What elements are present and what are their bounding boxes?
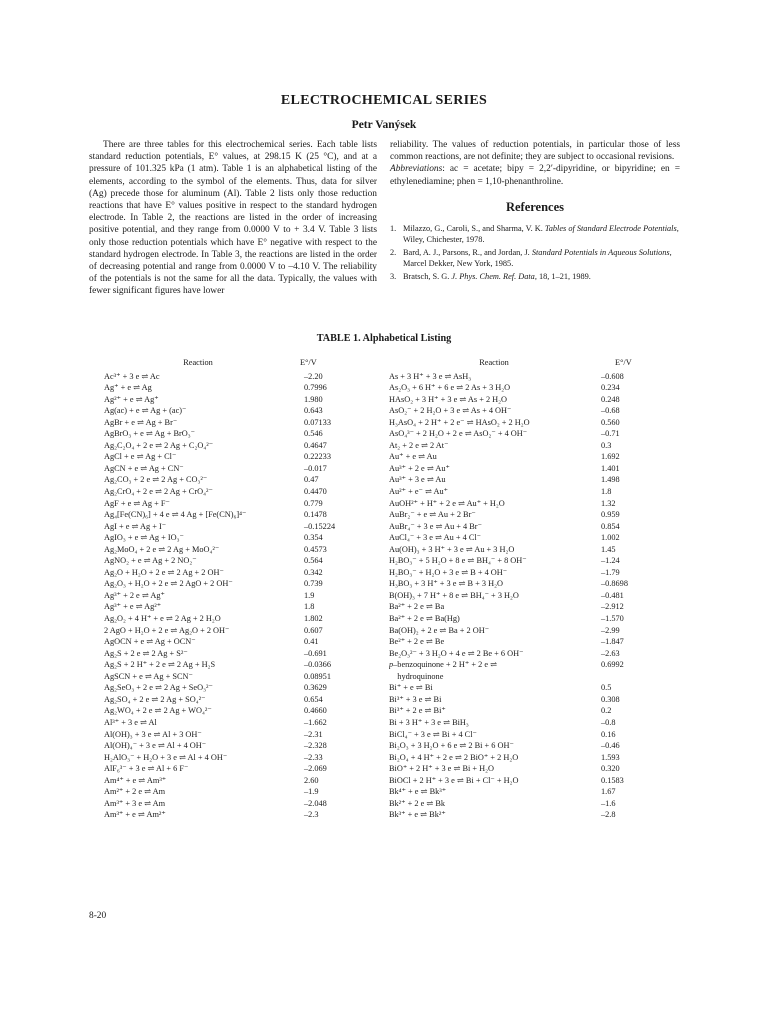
potential-cell: 0.2: [601, 706, 612, 716]
reaction-cell: H₂AlO₃⁻ + H₂O + 3 e ⇌ Al + 4 OH⁻: [104, 752, 228, 762]
reaction-cell: AuBr₂⁻ + e ⇌ Au + 2 Br⁻: [389, 510, 476, 520]
potential-cell: –2.912: [601, 602, 624, 612]
potential-cell: 0.4470: [304, 487, 327, 497]
reaction-cell: AgOCN + e ⇌ Ag + OCN⁻: [104, 637, 196, 647]
header-potential: E°/V: [300, 358, 317, 367]
potential-cell: 0.308: [601, 694, 620, 704]
table-row: [104, 752, 387, 764]
reaction-cell: Be²⁺ + 2 e ⇌ Be: [389, 637, 445, 647]
intro-column-left: [89, 139, 377, 298]
reference-number: 2.: [390, 248, 397, 258]
reaction-cell: AgNO₂ + e ⇌ Ag + 2 NO₂⁻: [104, 556, 197, 566]
reaction-cell: Au⁺ + e ⇌ Au: [389, 452, 437, 462]
table-row: [104, 671, 387, 683]
table-row: [104, 451, 387, 463]
potential-cell: –2.8: [601, 810, 616, 820]
table-row: [389, 809, 681, 821]
header-potential: E°/V: [615, 358, 632, 367]
table-row: [389, 428, 681, 440]
potential-cell: 0.1478: [304, 510, 327, 520]
reaction-cell: Ba(OH)₂ + 2 e ⇌ Ba + 2 OH⁻: [389, 625, 490, 635]
table-row: [389, 371, 681, 383]
reaction-cell: Ag³⁺ + e ⇌ Ag²⁺: [104, 602, 162, 612]
potential-cell: –1.6: [601, 798, 616, 808]
reaction-cell: AgBrO₃ + e ⇌ Ag + BrO₃⁻: [104, 429, 196, 439]
reaction-cell: Ag₂MoO₄ + 2 e ⇌ 2 Ag + MoO₄²⁻: [104, 544, 220, 554]
reaction-cell: AuOH²⁺ + H⁺ + 2 e ⇌ Au⁺ + H₂O: [389, 498, 505, 508]
potential-cell: 1.67: [601, 787, 616, 797]
table-row: [389, 775, 681, 787]
potential-cell: –1.79: [601, 567, 620, 577]
reference-item: [390, 247, 680, 269]
reaction-cell: Bi³⁺ + 3 e ⇌ Bi: [389, 694, 442, 704]
reaction-cell: At₂ + 2 e ⇌ 2 At⁻: [389, 440, 449, 450]
potential-cell: 0.08951: [304, 671, 331, 681]
potential-cell: 0.560: [601, 417, 620, 427]
reaction-cell: Ag₂C₂O₄ + 2 e ⇌ 2 Ag + C₂O₄²⁻: [104, 440, 214, 450]
reaction-cell: BiOCl + 2 H⁺ + 3 e ⇌ Bi + Cl⁻ + H₂O: [389, 775, 519, 785]
potential-cell: 1.8: [304, 602, 315, 612]
potential-cell: 0.1583: [601, 775, 624, 785]
reaction-cell: AgI + e ⇌ Ag + I⁻: [104, 521, 167, 531]
table-row: [104, 555, 387, 567]
table-row: [104, 498, 387, 510]
potential-cell: 1.45: [601, 544, 616, 554]
potential-cell: 0.248: [601, 394, 620, 404]
table-header-left: [104, 357, 387, 369]
reaction-cell: Ag²⁺ + e ⇌ Ag⁺: [104, 394, 159, 404]
table-row: [104, 613, 387, 625]
abbreviations-note: [390, 163, 680, 187]
reaction-cell: Ag₂WO₄ + 2 e ⇌ 2 Ag + WO₄²⁻: [104, 706, 212, 716]
potential-cell: 0.342: [304, 567, 323, 577]
reference-text: [403, 223, 680, 245]
table-row: [104, 405, 387, 417]
potential-cell: 0.47: [304, 475, 319, 485]
reaction-cell: Ag₂SO₄ + 2 e ⇌ 2 Ag + SO₄²⁻: [104, 694, 206, 704]
potential-cell: –1.9: [304, 787, 319, 797]
reaction-cell: AgBr + e ⇌ Ag + Br⁻: [104, 417, 178, 427]
reaction-cell: Bi₂O₄ + 4 H⁺ + 2 e ⇌ 2 BiO⁺ + 2 H₂O: [389, 752, 519, 762]
reaction-cell: Ag³⁺ + 2 e ⇌ Ag⁺: [104, 590, 165, 600]
intro-paragraph-continued: reliability. The values of reduction potentials, in particular those of less common reactions, are not definite; they are subject to occasional revisions.: [390, 140, 680, 163]
table-row: [104, 417, 387, 429]
reaction-cell: Au³⁺ + 3 e ⇌ Au: [389, 475, 446, 485]
table-row: [104, 578, 387, 590]
table-row: [389, 498, 681, 510]
reaction-cell: AuCl₄⁻ + 3 e ⇌ Au + 4 Cl⁻: [389, 533, 482, 543]
table-title: TABLE 1. Alphabetical Listing: [316, 333, 452, 344]
reaction-cell: H₂BO₃⁻ + 5 H₂O + 8 e ⇌ BH₄⁻ + 8 OH⁻: [389, 556, 527, 566]
reaction-cell: Be₂O₃²⁻ + 3 H₂O + 4 e ⇌ 2 Be + 6 OH⁻: [389, 648, 524, 658]
reaction-cell: AgF + e ⇌ Ag + F⁻: [104, 498, 170, 508]
table-row: [104, 428, 387, 440]
table-row: [389, 752, 681, 764]
table-row: [389, 671, 681, 683]
reaction-cell: Al(OH)₃ + 3 e ⇌ Al + 3 OH⁻: [104, 729, 202, 739]
potential-cell: 0.779: [304, 498, 323, 508]
potential-cell: –0.8: [601, 717, 616, 727]
potential-cell: 1.593: [601, 752, 620, 762]
table-row: [104, 394, 387, 406]
table-row: [389, 567, 681, 579]
reaction-cell: AlF₆³⁻ + 3 e ⇌ Al + 6 F⁻: [104, 764, 189, 774]
reaction-cell: Ag₂SeO₃ + 2 e ⇌ 2 Ag + SeO₃²⁻: [104, 683, 213, 693]
table-row: [389, 463, 681, 475]
reaction-cell: AgSCN + e ⇌ Ag + SCN⁻: [104, 671, 193, 681]
intro-paragraph: There are three tables for this electrochemical series. Each table lists standard reduction potentials, E° values, at 298.15 K (25 °C), and at a pressure of 101.325 kPa (1 atm). Table 1 is an alphabetical listing of the elements, according to the symbol of the elements. Thus, data for silver (Ag) precede those for aluminum (Al). Table 2 lists only those reduction reactions that have E° values positive in respect to the standard hydrogen electrode. In Table 2, the reactions are listed in the order of increasing positive potential, and they range from 0.0000 V to + 3.4 V. Table 3 lists only those reduction potentials which have E° negative with respect to the standard hydrogen electrode. In Table 3, the reactions are listed in the order of decreasing potential and range from 0.0000 V to –4.10 V. The reliability of the potentials is not the same for all the data. Typically, the values with fewer significant figures have lower: [89, 140, 377, 297]
potential-cell: 0.320: [601, 764, 620, 774]
potential-cell: –2.99: [601, 625, 620, 635]
table-row: [389, 440, 681, 452]
table-body-left: [104, 371, 387, 821]
reaction-cell: HAsO₂ + 3 H⁺ + 3 e ⇌ As + 2 H₂O: [389, 394, 508, 404]
author-name: Petr Vanýsek: [351, 119, 417, 131]
reaction-cell: Au³⁺ + 2 e ⇌ Au⁺: [389, 463, 450, 473]
potential-cell: 0.22233: [304, 452, 331, 462]
reference-title: J. Phys. Chem. Ref. Data: [451, 272, 535, 282]
potential-cell: 1.692: [601, 452, 620, 462]
potential-cell: –0.481: [601, 590, 624, 600]
table-row: [389, 578, 681, 590]
potential-cell: –1.662: [304, 717, 327, 727]
potential-cell: –0.71: [601, 429, 620, 439]
potential-cell: –2.069: [304, 764, 327, 774]
table-row: [389, 786, 681, 798]
reaction-cell: Ag₂S + 2 H⁺ + 2 e ⇌ 2 Ag + H₂S: [104, 660, 216, 670]
table-row: [389, 636, 681, 648]
reaction-cell: BiCl₄⁻ + 3 e ⇌ Bi + 4 Cl⁻: [389, 729, 477, 739]
reference-details: , 18, 1–21, 1989.: [534, 272, 591, 282]
reaction-cell: Am³⁺ + 3 e ⇌ Am: [104, 798, 166, 808]
table-row: [104, 659, 387, 671]
table-row: [389, 521, 681, 533]
table-row: [389, 694, 681, 706]
table-row: [104, 682, 387, 694]
potential-cell: –0.8698: [601, 579, 628, 589]
reference-number: 1.: [390, 224, 397, 234]
potential-cell: 1.32: [601, 498, 616, 508]
table-row: [104, 486, 387, 498]
reaction-cell: Ag₂CO₃ + 2 e ⇌ 2 Ag + CO₃²⁻: [104, 475, 208, 485]
potential-cell: –2.31: [304, 729, 323, 739]
reaction-cell: AgCN + e ⇌ Ag + CN⁻: [104, 463, 184, 473]
reference-title: Tables of Standard Electrode Potentials: [544, 224, 677, 234]
potential-cell: 0.3629: [304, 683, 327, 693]
potential-cell: –0.46: [601, 741, 620, 751]
reaction-cell: AgIO₃ + e ⇌ Ag + IO₃⁻: [104, 533, 184, 543]
header-reaction: Reaction: [479, 358, 509, 367]
reaction-cell: Bi⁺ + e ⇌ Bi: [389, 683, 433, 693]
table-row: [104, 705, 387, 717]
potential-cell: 0.546: [304, 429, 323, 439]
table-row: [389, 625, 681, 637]
table-row: [104, 440, 387, 452]
reference-item: [390, 223, 680, 245]
abbreviations-label: Abbreviations: [390, 164, 443, 175]
table-row: [104, 717, 387, 729]
reaction-cell: H₂BO₃⁻ + H₂O + 3 e ⇌ B + 4 OH⁻: [389, 567, 508, 577]
references-list: [390, 223, 680, 282]
table-row: [104, 786, 387, 798]
potential-cell: –2.33: [304, 752, 323, 762]
page-number: 8-20: [89, 911, 107, 921]
table-row: [104, 590, 387, 602]
potential-cell: 1.802: [304, 614, 323, 624]
potential-cell: –0.0366: [304, 660, 331, 670]
header-reaction: Reaction: [183, 358, 213, 367]
table-row: [389, 417, 681, 429]
reaction-cell: Ag₂O + H₂O + 2 e ⇌ 2 Ag + 2 OH⁻: [104, 567, 224, 577]
table-row: [104, 625, 387, 637]
reference-text: [403, 247, 680, 269]
potential-cell: 1.498: [601, 475, 620, 485]
reaction-cell: Al³⁺ + 3 e ⇌ Al: [104, 717, 157, 727]
reaction-cell: BiO⁺ + 2 H⁺ + 3 e ⇌ Bi + H₂O: [389, 764, 495, 774]
reference-number: 3.: [390, 272, 397, 282]
reaction-cell: AgCl + e ⇌ Ag + Cl⁻: [104, 452, 177, 462]
potential-cell: 0.654: [304, 694, 323, 704]
table-row: [389, 682, 681, 694]
reaction-cell: AsO₂⁻ + 2 H₂O + 3 e ⇌ As + 4 OH⁻: [389, 406, 512, 416]
potential-cell: 0.4647: [304, 440, 327, 450]
reference-title: Standard Potentials in Aqueous Solutions: [531, 248, 670, 258]
table-row: [389, 486, 681, 498]
potential-cell: –0.68: [601, 406, 620, 416]
table-row: [389, 705, 681, 717]
document-title: ELECTROCHEMICAL SERIES: [280, 93, 488, 108]
reaction-cell: Bi₂O₃ + 3 H₂O + 6 e ⇌ 2 Bi + 6 OH⁻: [389, 741, 514, 751]
table-row: [389, 405, 681, 417]
table-column-left: [104, 357, 387, 821]
table-row: [389, 544, 681, 556]
table-row: [104, 382, 387, 394]
potential-cell: –2.20: [304, 371, 323, 381]
potential-cell: 2.60: [304, 775, 319, 785]
reaction-cell: Bk²⁺ + 2 e ⇌ Bk: [389, 798, 446, 808]
reference-text: [403, 271, 680, 282]
reference-authors: Bratsch, S. G.: [403, 272, 450, 282]
reference-details: , Wiley, Chichester, 1978.: [403, 224, 679, 245]
potential-cell: 0.6992: [601, 660, 624, 670]
potential-cell: 0.41: [304, 637, 319, 647]
potential-cell: 0.959: [601, 510, 620, 520]
reaction-cell: Am³⁺ + e ⇌ Am²⁺: [104, 810, 166, 820]
reaction-cell: Bk⁴⁺ + e ⇌ Bk³⁺: [389, 787, 447, 797]
table-row: [104, 809, 387, 821]
reaction-cell: Au(OH)₃ + 3 H⁺ + 3 e ⇌ Au + 3 H₂O: [389, 544, 515, 554]
table-row: [389, 555, 681, 567]
potential-cell: [601, 671, 681, 683]
potential-cell: 0.607: [304, 625, 323, 635]
reaction-cell: Am²⁺ + 2 e ⇌ Am: [104, 787, 166, 797]
potential-cell: –1.24: [601, 556, 620, 566]
abbreviations-text: : ac = acetate; bipy = 2,2′-dipyridine, or bipyridine; en = ethylenediamine; phen = 1,10-phenanthroline.: [390, 164, 680, 187]
table-row: [389, 740, 681, 752]
reference-authors: Bard, A. J., Parsons, R., and Jordan, J.: [403, 248, 530, 258]
table-row: [104, 798, 387, 810]
table-row: [389, 451, 681, 463]
potential-cell: 1.002: [601, 533, 620, 543]
reaction-cell: Ag₄[Fe(CN)₆] + 4 e ⇌ 4 Ag + [Fe(CN)₆]⁴⁻: [104, 510, 247, 520]
potential-cell: –1.847: [601, 637, 624, 647]
reaction-cell: Bk³⁺ + e ⇌ Bk²⁺: [389, 810, 446, 820]
table-row: [389, 394, 681, 406]
table-row: [389, 613, 681, 625]
table-row: [104, 463, 387, 475]
reaction-cell: H₃AsO₄ + 2 H⁺ + 2 e⁻ ⇌ HAsO₂ + 2 H₂O: [389, 417, 530, 427]
table-row: [389, 648, 681, 660]
potential-cell: 0.07133: [304, 417, 331, 427]
potential-cell: 0.234: [601, 383, 620, 393]
potential-cell: 0.4660: [304, 706, 327, 716]
table-header-right: [389, 357, 681, 369]
table-row: [104, 740, 387, 752]
table-row: [104, 729, 387, 741]
potential-cell: 0.643: [304, 406, 323, 416]
reaction-cell: Ag⁺ + e ⇌ Ag: [104, 383, 152, 393]
reaction-cell: Ba²⁺ + 2 e ⇌ Ba(Hg): [389, 614, 460, 624]
table-column-right: [389, 357, 681, 821]
table-row: [104, 763, 387, 775]
potential-cell: 0.739: [304, 579, 323, 589]
potential-cell: 0.7996: [304, 383, 327, 393]
table-row: [389, 601, 681, 613]
table-row: [389, 509, 681, 521]
reaction-cell: Am⁴⁺ + e ⇌ Am³⁺: [104, 775, 167, 785]
potential-cell: –2.3: [304, 810, 319, 820]
potential-cell: –0.017: [304, 463, 327, 473]
reaction-cell: Ac³⁺ + 3 e ⇌ Ac: [104, 371, 160, 381]
potential-cell: 0.4573: [304, 544, 327, 554]
potential-cell: 1.8: [601, 487, 612, 497]
potential-cell: –1.570: [601, 614, 624, 624]
table-row: [389, 590, 681, 602]
potential-cell: –2.63: [601, 648, 620, 658]
reaction-cell: AsO₄³⁻ + 2 H₂O + 2 e ⇌ AsO₂⁻ + 4 OH⁻: [389, 429, 528, 439]
reaction-cell: Ba²⁺ + 2 e ⇌ Ba: [389, 602, 445, 612]
table-row: [389, 532, 681, 544]
potential-cell: 0.854: [601, 521, 620, 531]
table-row: [104, 509, 387, 521]
table-body-right: [389, 371, 681, 821]
potential-cell: 1.9: [304, 590, 315, 600]
table-row: [389, 717, 681, 729]
potential-cell: 0.5: [601, 683, 612, 693]
potential-cell: –0.15224: [304, 521, 336, 531]
reaction-cell: B(OH)₃ + 7 H⁺ + 8 e ⇌ BH₄⁻ + 3 H₂O: [389, 590, 519, 600]
reference-item: [390, 271, 680, 282]
table-row: [104, 532, 387, 544]
reaction-cell: hydroquinone: [389, 671, 444, 681]
reaction-cell: As + 3 H⁺ + 3 e ⇌ AsH₃: [389, 371, 472, 381]
table-row: [104, 521, 387, 533]
table-row: [104, 474, 387, 486]
table-row: [389, 382, 681, 394]
table-row: [104, 775, 387, 787]
table-row: [389, 474, 681, 486]
table-row: [389, 798, 681, 810]
reaction-cell: Ag₂O₂ + 4 H⁺ + e ⇌ 2 Ag + 2 H₂O: [104, 614, 221, 624]
reaction-cell: Ag(ac) + e ⇌ Ag + (ac)⁻: [104, 406, 187, 416]
references-heading: References: [505, 199, 565, 214]
reaction-cell: Bi + 3 H⁺ + 3 e ⇌ BiH₃: [389, 717, 469, 727]
reaction-cell: 2 AgO + H₂O + 2 e ⇌ Ag₂O + 2 OH⁻: [104, 625, 230, 635]
table-row: [104, 544, 387, 556]
potential-cell: –2.048: [304, 798, 327, 808]
reaction-cell: Ag₂CrO₄ + 2 e ⇌ 2 Ag + CrO₄²⁻: [104, 487, 213, 497]
table-row: [104, 601, 387, 613]
potential-cell: 0.354: [304, 533, 323, 543]
table-row: [389, 659, 681, 671]
reference-details: , Marcel Dekker, New York, 1985.: [403, 248, 672, 269]
potential-cell: 0.564: [304, 556, 323, 566]
reaction-cell: Bi³⁺ + 2 e ⇌ Bi⁺: [389, 706, 446, 716]
potential-cell: –0.608: [601, 371, 624, 381]
table-row: [389, 763, 681, 775]
potential-cell: –2.328: [304, 741, 327, 751]
potential-cell: –0.691: [304, 648, 327, 658]
reaction-cell: As₂O₃ + 6 H⁺ + 6 e ⇌ 2 As + 3 H₂O: [389, 383, 511, 393]
potential-cell: 1.401: [601, 463, 620, 473]
table-row: [104, 567, 387, 579]
intro-column-right: [390, 139, 680, 284]
potential-cell: 1.980: [304, 394, 323, 404]
table-row: [389, 729, 681, 741]
reaction-cell: Al(OH)₄⁻ + 3 e ⇌ Al + 4 OH⁻: [104, 741, 207, 751]
potential-cell: 0.16: [601, 729, 616, 739]
reaction-cell: Au²⁺ + e⁻ ⇌ Au⁺: [389, 487, 449, 497]
table-row: [104, 371, 387, 383]
table-row: [104, 648, 387, 660]
reaction-cell: H₃BO₃ + 3 H⁺ + 3 e ⇌ B + 3 H₂O: [389, 579, 504, 589]
table-row: [104, 694, 387, 706]
reaction-cell: Ag₂S + 2 e ⇌ 2 Ag + S²⁻: [104, 648, 188, 658]
reaction-cell: p–benzoquinone + 2 H⁺ + 2 e ⇌: [389, 660, 498, 670]
reference-authors: Milazzo, G., Caroli, S., and Sharma, V. K.: [403, 224, 543, 234]
potential-cell: 0.3: [601, 440, 612, 450]
table-row: [104, 636, 387, 648]
reaction-cell: Ag₂O₃ + H₂O + 2 e ⇌ 2 AgO + 2 OH⁻: [104, 579, 233, 589]
reaction-cell: AuBr₄⁻ + 3 e ⇌ Au + 4 Br⁻: [389, 521, 482, 531]
